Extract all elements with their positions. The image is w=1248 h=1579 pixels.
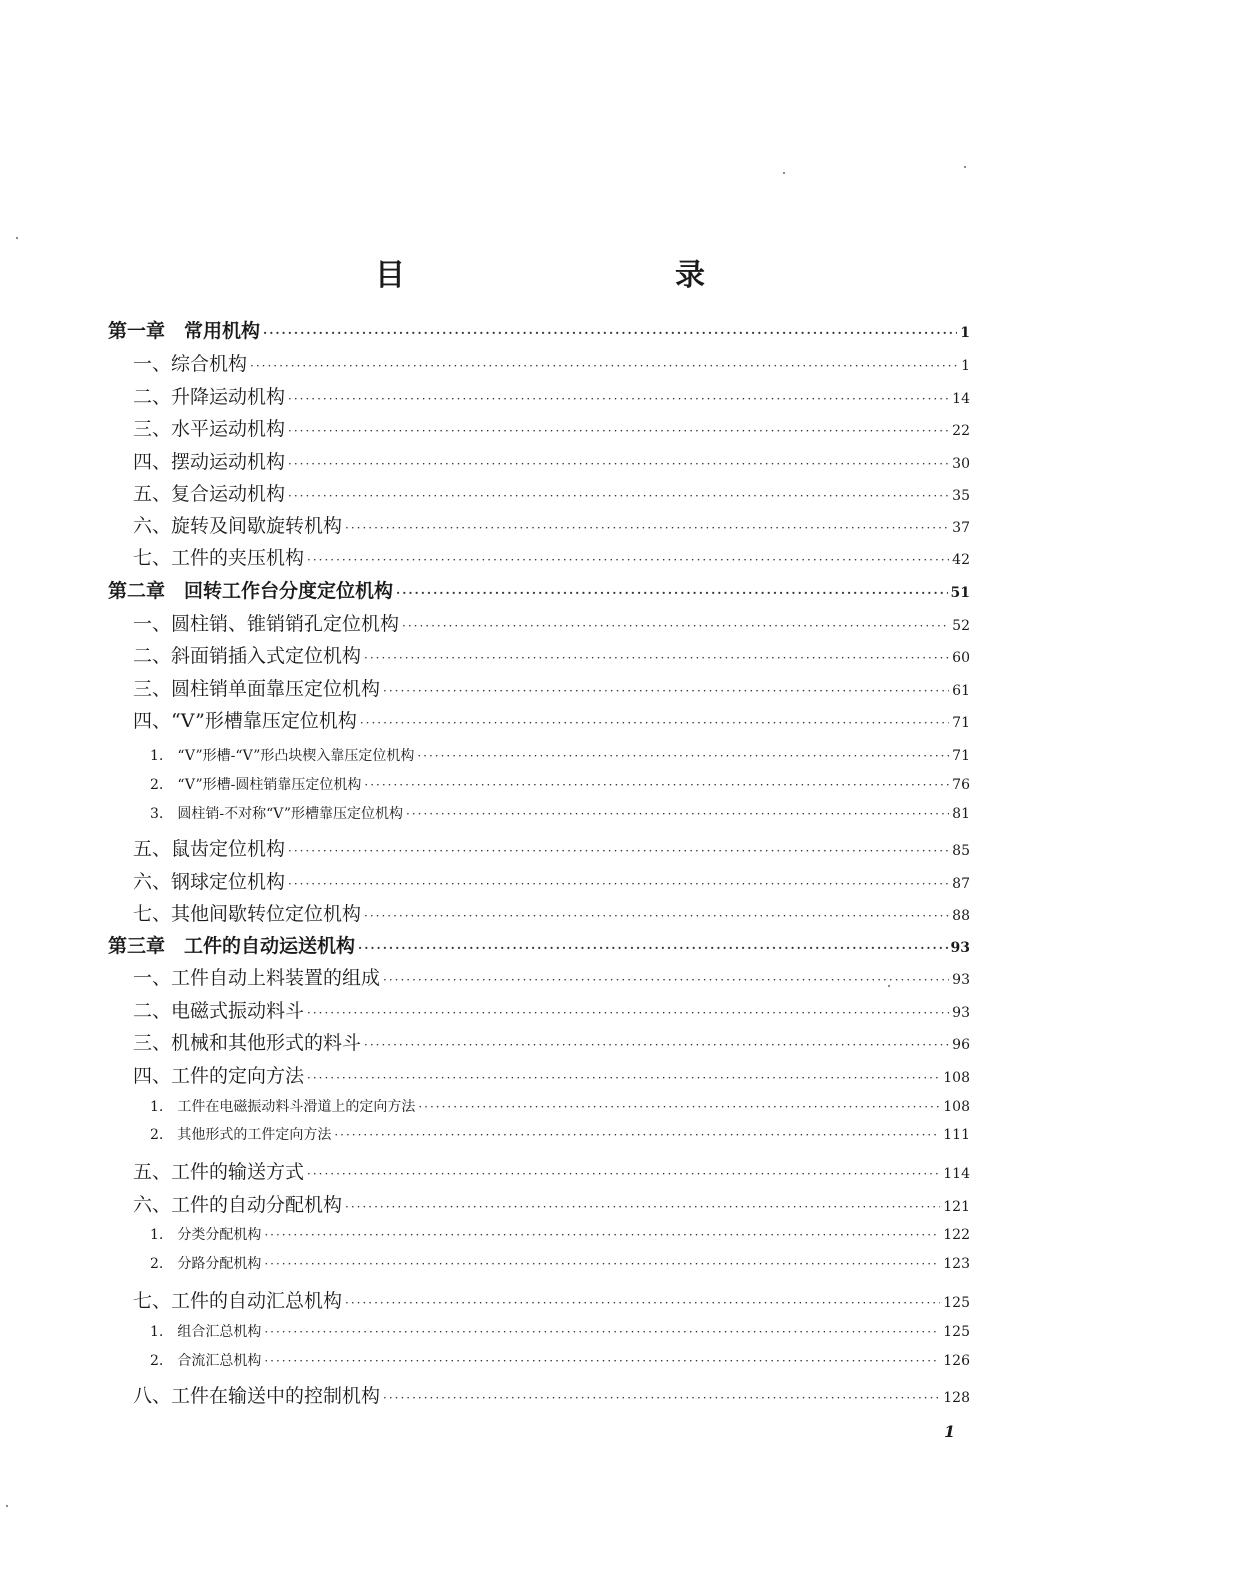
toc-entry-label: 三、圆柱销单面靠压定位机构: [133, 678, 381, 700]
toc-subsection[interactable]: [150, 745, 970, 765]
toc-entry-page: 1: [961, 358, 970, 374]
toc-subsection[interactable]: [150, 1096, 970, 1116]
toc-entry-label: 三、水平运动机构: [133, 418, 286, 440]
toc-entry-label: 七、工件的夹压机构: [133, 547, 305, 569]
toc-entry-page: 22: [952, 423, 970, 439]
dot-leader: [364, 1038, 949, 1052]
dot-leader: [345, 1200, 940, 1214]
toc-chapter-2[interactable]: [108, 576, 970, 603]
toc-entry-page: 93: [952, 1005, 970, 1021]
toc-entry-page: 123: [943, 1256, 970, 1272]
toc-entry-page: 60: [952, 650, 970, 666]
toc-entry-page: 14: [952, 391, 970, 407]
scan-speck: [888, 985, 890, 987]
toc-subsection[interactable]: [150, 1124, 970, 1144]
scan-speck: [6, 1505, 8, 1507]
toc-entry-label: 三、机械和其他形式的料斗: [133, 1032, 362, 1054]
toc-entry-label: 第二章 回转工作台分度定位机构: [108, 580, 394, 602]
toc-entry-page: 35: [952, 488, 970, 504]
toc-entry-page: 52: [952, 618, 970, 634]
dot-leader: [288, 392, 949, 406]
toc-subsection[interactable]: [150, 1321, 970, 1341]
toc-entry-label: 1. 分类分配机构: [150, 1227, 262, 1243]
dot-leader: [345, 1296, 940, 1310]
dot-leader: [263, 326, 957, 340]
scan-speck: [16, 237, 18, 239]
toc-entry-label: 一、综合机构: [133, 353, 248, 375]
toc-entry-label: 四、“V”形槽靠压定位机构: [133, 710, 357, 732]
toc-entry-page: 96: [952, 1037, 970, 1053]
toc-entry-label: 一、圆柱销、锥销销孔定位机构: [133, 613, 400, 635]
toc-entry-label: 二、电磁式振动料斗: [133, 1000, 305, 1022]
dot-leader: [288, 489, 949, 503]
toc-entry-label: 一、工件自动上料装置的组成: [133, 967, 381, 989]
toc-entry-label: 第一章 常用机构: [108, 320, 261, 342]
toc-section[interactable]: [133, 1061, 970, 1088]
toc-entry-label: 八、工件在输送中的控制机构: [133, 1385, 381, 1407]
toc-entry-label: 七、其他间歇转位定位机构: [133, 903, 362, 925]
scan-speck: [964, 166, 966, 168]
scan-speck: [783, 172, 785, 174]
dot-leader: [307, 1167, 940, 1181]
toc-subsection[interactable]: [150, 1253, 970, 1273]
toc-entry-page: 37: [952, 520, 970, 536]
toc-entry-label: 五、工件的输送方式: [133, 1161, 305, 1183]
dot-leader: [288, 424, 949, 438]
dot-leader: [264, 1228, 940, 1242]
toc-entry-page: 51: [950, 585, 970, 601]
dot-leader: [334, 1128, 940, 1142]
dot-leader: [264, 1257, 940, 1271]
dot-leader: [345, 521, 949, 535]
dot-leader: [418, 1100, 940, 1114]
toc-entry-page: 108: [943, 1099, 970, 1115]
toc-entry-page: 61: [952, 683, 970, 699]
toc-entry-page: 111: [943, 1127, 970, 1143]
toc-section[interactable]: [133, 382, 970, 409]
toc-entry-page: 88: [952, 908, 970, 924]
toc-entry-page: 126: [943, 1353, 970, 1369]
toc-entry-page: 85: [952, 843, 970, 859]
toc-section[interactable]: [133, 899, 970, 926]
toc-section[interactable]: [133, 706, 970, 733]
dot-leader: [250, 359, 958, 373]
toc-section[interactable]: [133, 479, 970, 506]
toc-entry-label: 四、摆动运动机构: [133, 451, 286, 473]
toc-entry-page: 114: [943, 1166, 970, 1182]
dot-leader: [360, 716, 949, 730]
toc-section[interactable]: [133, 543, 970, 570]
dot-leader: [383, 973, 949, 987]
toc-entry-page: 125: [943, 1295, 970, 1311]
toc-entry-page: 108: [943, 1070, 970, 1086]
toc-entry-page: 30: [952, 456, 970, 472]
toc-entry-label: 六、旋转及间歇旋转机构: [133, 515, 343, 537]
dot-leader: [307, 1071, 940, 1085]
toc-entry-label: 2. 分路分配机构: [150, 1256, 262, 1272]
toc-entry-label: 第三章 工件的自动运送机构: [108, 935, 356, 957]
dot-leader: [364, 778, 949, 792]
toc-subsection[interactable]: [150, 774, 970, 794]
toc-entry-page: 121: [943, 1199, 970, 1215]
toc-entry-page: 93: [952, 972, 970, 988]
toc-section[interactable]: [133, 1157, 970, 1184]
toc-section[interactable]: [133, 867, 970, 894]
toc-subsection[interactable]: [150, 803, 970, 823]
toc-entry-label: 二、升降运动机构: [133, 386, 286, 408]
dot-leader: [364, 651, 949, 665]
dot-leader: [288, 844, 949, 858]
toc-section[interactable]: [133, 1286, 970, 1313]
toc-entry-label: 2. 其他形式的工件定向方法: [150, 1127, 332, 1143]
toc-entry-page: 93: [950, 940, 970, 956]
toc-entry-page: 42: [952, 552, 970, 568]
toc-entry-page: 71: [952, 715, 970, 731]
toc-section[interactable]: [133, 349, 970, 376]
page-title: 目 录: [375, 258, 775, 293]
toc-entry-label: 四、工件的定向方法: [133, 1065, 305, 1087]
toc-entry-page: 128: [943, 1390, 970, 1406]
toc-section[interactable]: [133, 1381, 970, 1408]
dot-leader: [402, 619, 949, 633]
dot-leader: [307, 553, 949, 567]
toc-entry-label: 六、工件的自动分配机构: [133, 1194, 343, 1216]
dot-leader: [358, 941, 948, 955]
toc-entry-page: 81: [952, 806, 970, 822]
dot-leader: [406, 807, 949, 821]
toc-section[interactable]: [133, 996, 970, 1023]
toc-entry-page: 125: [943, 1324, 970, 1340]
dot-leader: [383, 1391, 940, 1405]
toc-entry-page: 71: [952, 748, 970, 764]
toc-section[interactable]: [133, 834, 970, 861]
toc-section[interactable]: [133, 674, 970, 701]
toc-entry-page: 122: [943, 1227, 970, 1243]
toc-entry-page: 76: [952, 777, 970, 793]
dot-leader: [383, 684, 949, 698]
dot-leader: [417, 749, 949, 763]
toc-section[interactable]: [133, 511, 970, 538]
toc-entry-label: 3. 圆柱销-不对称“V”形槽靠压定位机构: [150, 806, 404, 822]
toc-subsection[interactable]: [150, 1224, 970, 1244]
toc-section[interactable]: [133, 447, 970, 474]
page-number: 1: [944, 1422, 956, 1441]
toc-section[interactable]: [133, 963, 970, 990]
toc-entry-label: 1. 组合汇总机构: [150, 1324, 262, 1340]
toc-section[interactable]: [133, 609, 970, 636]
toc-section[interactable]: [133, 641, 970, 668]
toc-section[interactable]: [133, 414, 970, 441]
toc-chapter-3[interactable]: [108, 931, 970, 958]
dot-leader: [264, 1354, 940, 1368]
dot-leader: [364, 909, 949, 923]
dot-leader: [396, 586, 948, 600]
dot-leader: [288, 457, 949, 471]
toc-entry-label: 1. 工件在电磁振动料斗滑道上的定向方法: [150, 1099, 416, 1115]
toc-entry-label: 1. “V”形槽-“V”形凸块楔入靠压定位机构: [150, 748, 415, 764]
toc-entry-page: 87: [952, 876, 970, 892]
toc-section[interactable]: [133, 1190, 970, 1217]
dot-leader: [264, 1325, 940, 1339]
dot-leader: [307, 1006, 949, 1020]
toc-subsection[interactable]: [150, 1350, 970, 1370]
toc-section[interactable]: [133, 1028, 970, 1055]
toc-entry-label: 六、钢球定位机构: [133, 871, 286, 893]
toc-chapter-1[interactable]: [108, 316, 970, 343]
toc-entry-label: 2. 合流汇总机构: [150, 1353, 262, 1369]
toc-entry-label: 五、复合运动机构: [133, 483, 286, 505]
toc-entry-label: 五、鼠齿定位机构: [133, 838, 286, 860]
dot-leader: [288, 877, 949, 891]
toc-entry-label: 二、斜面销插入式定位机构: [133, 645, 362, 667]
toc-entry-page: 1: [960, 325, 970, 341]
toc-entry-label: 七、工件的自动汇总机构: [133, 1290, 343, 1312]
toc-entry-label: 2. “V”形槽-圆柱销靠压定位机构: [150, 777, 362, 793]
